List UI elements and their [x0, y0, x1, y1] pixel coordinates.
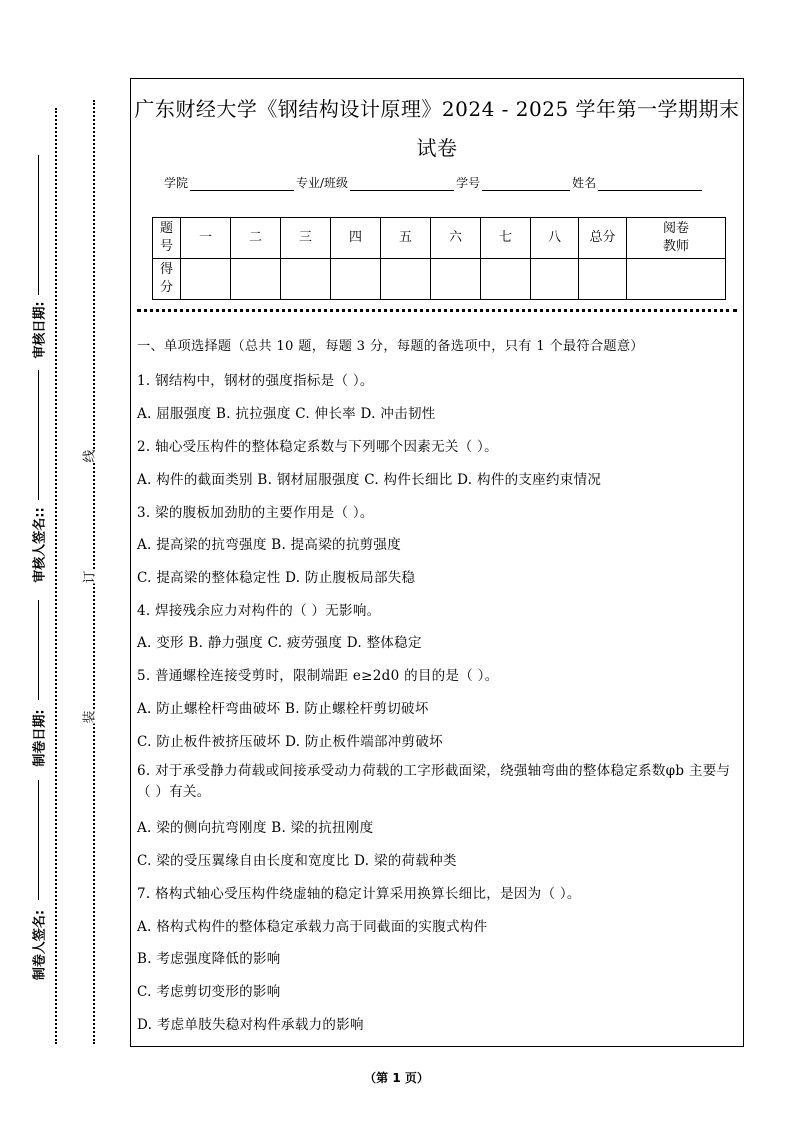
- col-header: 二: [231, 218, 281, 259]
- exam-frame: [130, 78, 744, 1047]
- name-label: 姓名: [572, 176, 597, 190]
- student-id-field[interactable]: [482, 178, 570, 191]
- section-heading: 一、单项选择题（总共 10 题，每题 3 分，每题的备选项中，只有 1 个最符合题意）: [137, 339, 644, 354]
- question-5-options-1: A. 防止螺栓杆弯曲破坏 B. 防止螺栓杆剪切破坏: [137, 701, 429, 717]
- question-3-options-2: C. 提高梁的整体稳定性 D. 防止腹板局部失稳: [137, 570, 416, 586]
- question-7-option-a: A. 格构式构件的整体稳定承载力高于同截面的实腹式构件: [137, 919, 488, 935]
- question-7-option-d: D. 考虑单肢失稳对构件承载力的影响: [137, 1017, 364, 1033]
- question-5: 5. 普通螺栓连接受剪时，限制端距 e≥2d0 的目的是（ ）。: [137, 668, 499, 684]
- exam-title: 广东财经大学《钢结构设计原理》2024 - 2025 学年第一学期期末: [134, 97, 740, 121]
- question-7: 7. 格构式轴心受压构件绕虚轴的稳定计算采用换算长细比，是因为（ ）。: [137, 886, 581, 902]
- binding-word-ding: 订: [76, 570, 101, 583]
- col-header-total: 总分: [579, 218, 627, 259]
- col-header: 一: [181, 218, 231, 259]
- page-number: （第 1 页）: [364, 1071, 429, 1085]
- row-label-question-no: 题号: [153, 218, 181, 259]
- col-header: 四: [331, 218, 381, 259]
- score-cell[interactable]: [181, 259, 231, 300]
- score-cell[interactable]: [331, 259, 381, 300]
- question-3: 3. 梁的腹板加劲肋的主要作用是（ ）。: [137, 505, 374, 521]
- question-6-options-2: C. 梁的受压翼缘自由长度和宽度比 D. 梁的荷载种类: [137, 853, 457, 869]
- question-2-options: A. 构件的截面类别 B. 钢材屈服强度 C. 构件长细比 D. 构件的支座约束情况: [137, 472, 602, 488]
- exam-title-cont: 试卷: [416, 136, 458, 160]
- row-label-score: 得分: [153, 259, 181, 300]
- score-cell[interactable]: [481, 259, 531, 300]
- left-dotted-border: [55, 108, 57, 1044]
- reviewer-date-line[interactable]: [38, 155, 40, 295]
- college-field[interactable]: [190, 178, 294, 191]
- maker-sign-label: 制卷人签名:: [32, 909, 48, 981]
- score-table: [152, 217, 726, 300]
- col-header: 六: [431, 218, 481, 259]
- score-table-header-row: [153, 218, 726, 259]
- score-cell[interactable]: [231, 259, 281, 300]
- score-cell[interactable]: [431, 259, 481, 300]
- dotted-separator: [137, 309, 737, 312]
- reviewer-sign-label: 审核人签名::: [32, 507, 48, 583]
- maker-date-label: 制卷日期:: [32, 709, 48, 767]
- col-header: 七: [481, 218, 531, 259]
- college-label: 学院: [164, 176, 189, 190]
- col-header: 三: [281, 218, 331, 259]
- question-1: 1. 钢结构中，钢材的强度指标是（ ）。: [137, 373, 374, 389]
- maker-sign-line[interactable]: [38, 780, 40, 900]
- binding-word-xian: 线: [76, 449, 101, 462]
- score-cell[interactable]: [281, 259, 331, 300]
- score-cell-total[interactable]: [579, 259, 627, 300]
- question-6-options-1: A. 梁的侧向抗弯刚度 B. 梁的抗扭刚度: [137, 820, 374, 836]
- score-cell[interactable]: [381, 259, 431, 300]
- question-4-options: A. 变形 B. 静力强度 C. 疲劳强度 D. 整体稳定: [137, 635, 422, 651]
- question-3-options-1: A. 提高梁的抗弯强度 B. 提高梁的抗剪强度: [137, 537, 402, 553]
- name-field[interactable]: [598, 178, 702, 191]
- question-7-option-b: B. 考虑强度降低的影响: [137, 951, 281, 967]
- col-header: 五: [381, 218, 431, 259]
- question-7-option-c: C. 考虑剪切变形的影响: [137, 984, 281, 1000]
- question-1-options: A. 屈服强度 B. 抗拉强度 C. 伸长率 D. 冲击韧性: [137, 406, 436, 422]
- student-info-row: [164, 174, 704, 191]
- reviewer-date-label: 审核日期:: [32, 301, 48, 359]
- major-label: 专业/班级: [296, 176, 349, 190]
- col-header: 八: [531, 218, 579, 259]
- question-5-options-2: C. 防止板件被挤压破坏 D. 防止板件端部冲剪破坏: [137, 734, 443, 750]
- question-2: 2. 轴心受压构件的整体稳定系数与下列哪个因素无关（ ）。: [137, 439, 498, 455]
- student-id-label: 学号: [456, 176, 481, 190]
- score-table-score-row: [153, 259, 726, 300]
- binding-word-zhuang: 装: [76, 710, 101, 723]
- reviewer-sign-line[interactable]: [38, 370, 40, 500]
- maker-date-line[interactable]: [38, 600, 40, 700]
- question-4: 4. 焊接残余应力对构件的（ ）无影响。: [137, 603, 381, 619]
- score-cell-grader[interactable]: [627, 259, 726, 300]
- major-field[interactable]: [350, 178, 454, 191]
- question-6: 6. 对于承受静力荷载或间接承受动力荷载的工字形截面梁，绕强轴弯曲的整体稳定系数φb 主要与（ ）有关。: [137, 763, 731, 800]
- score-cell[interactable]: [531, 259, 579, 300]
- col-header-grader: 阅卷教师: [627, 218, 726, 259]
